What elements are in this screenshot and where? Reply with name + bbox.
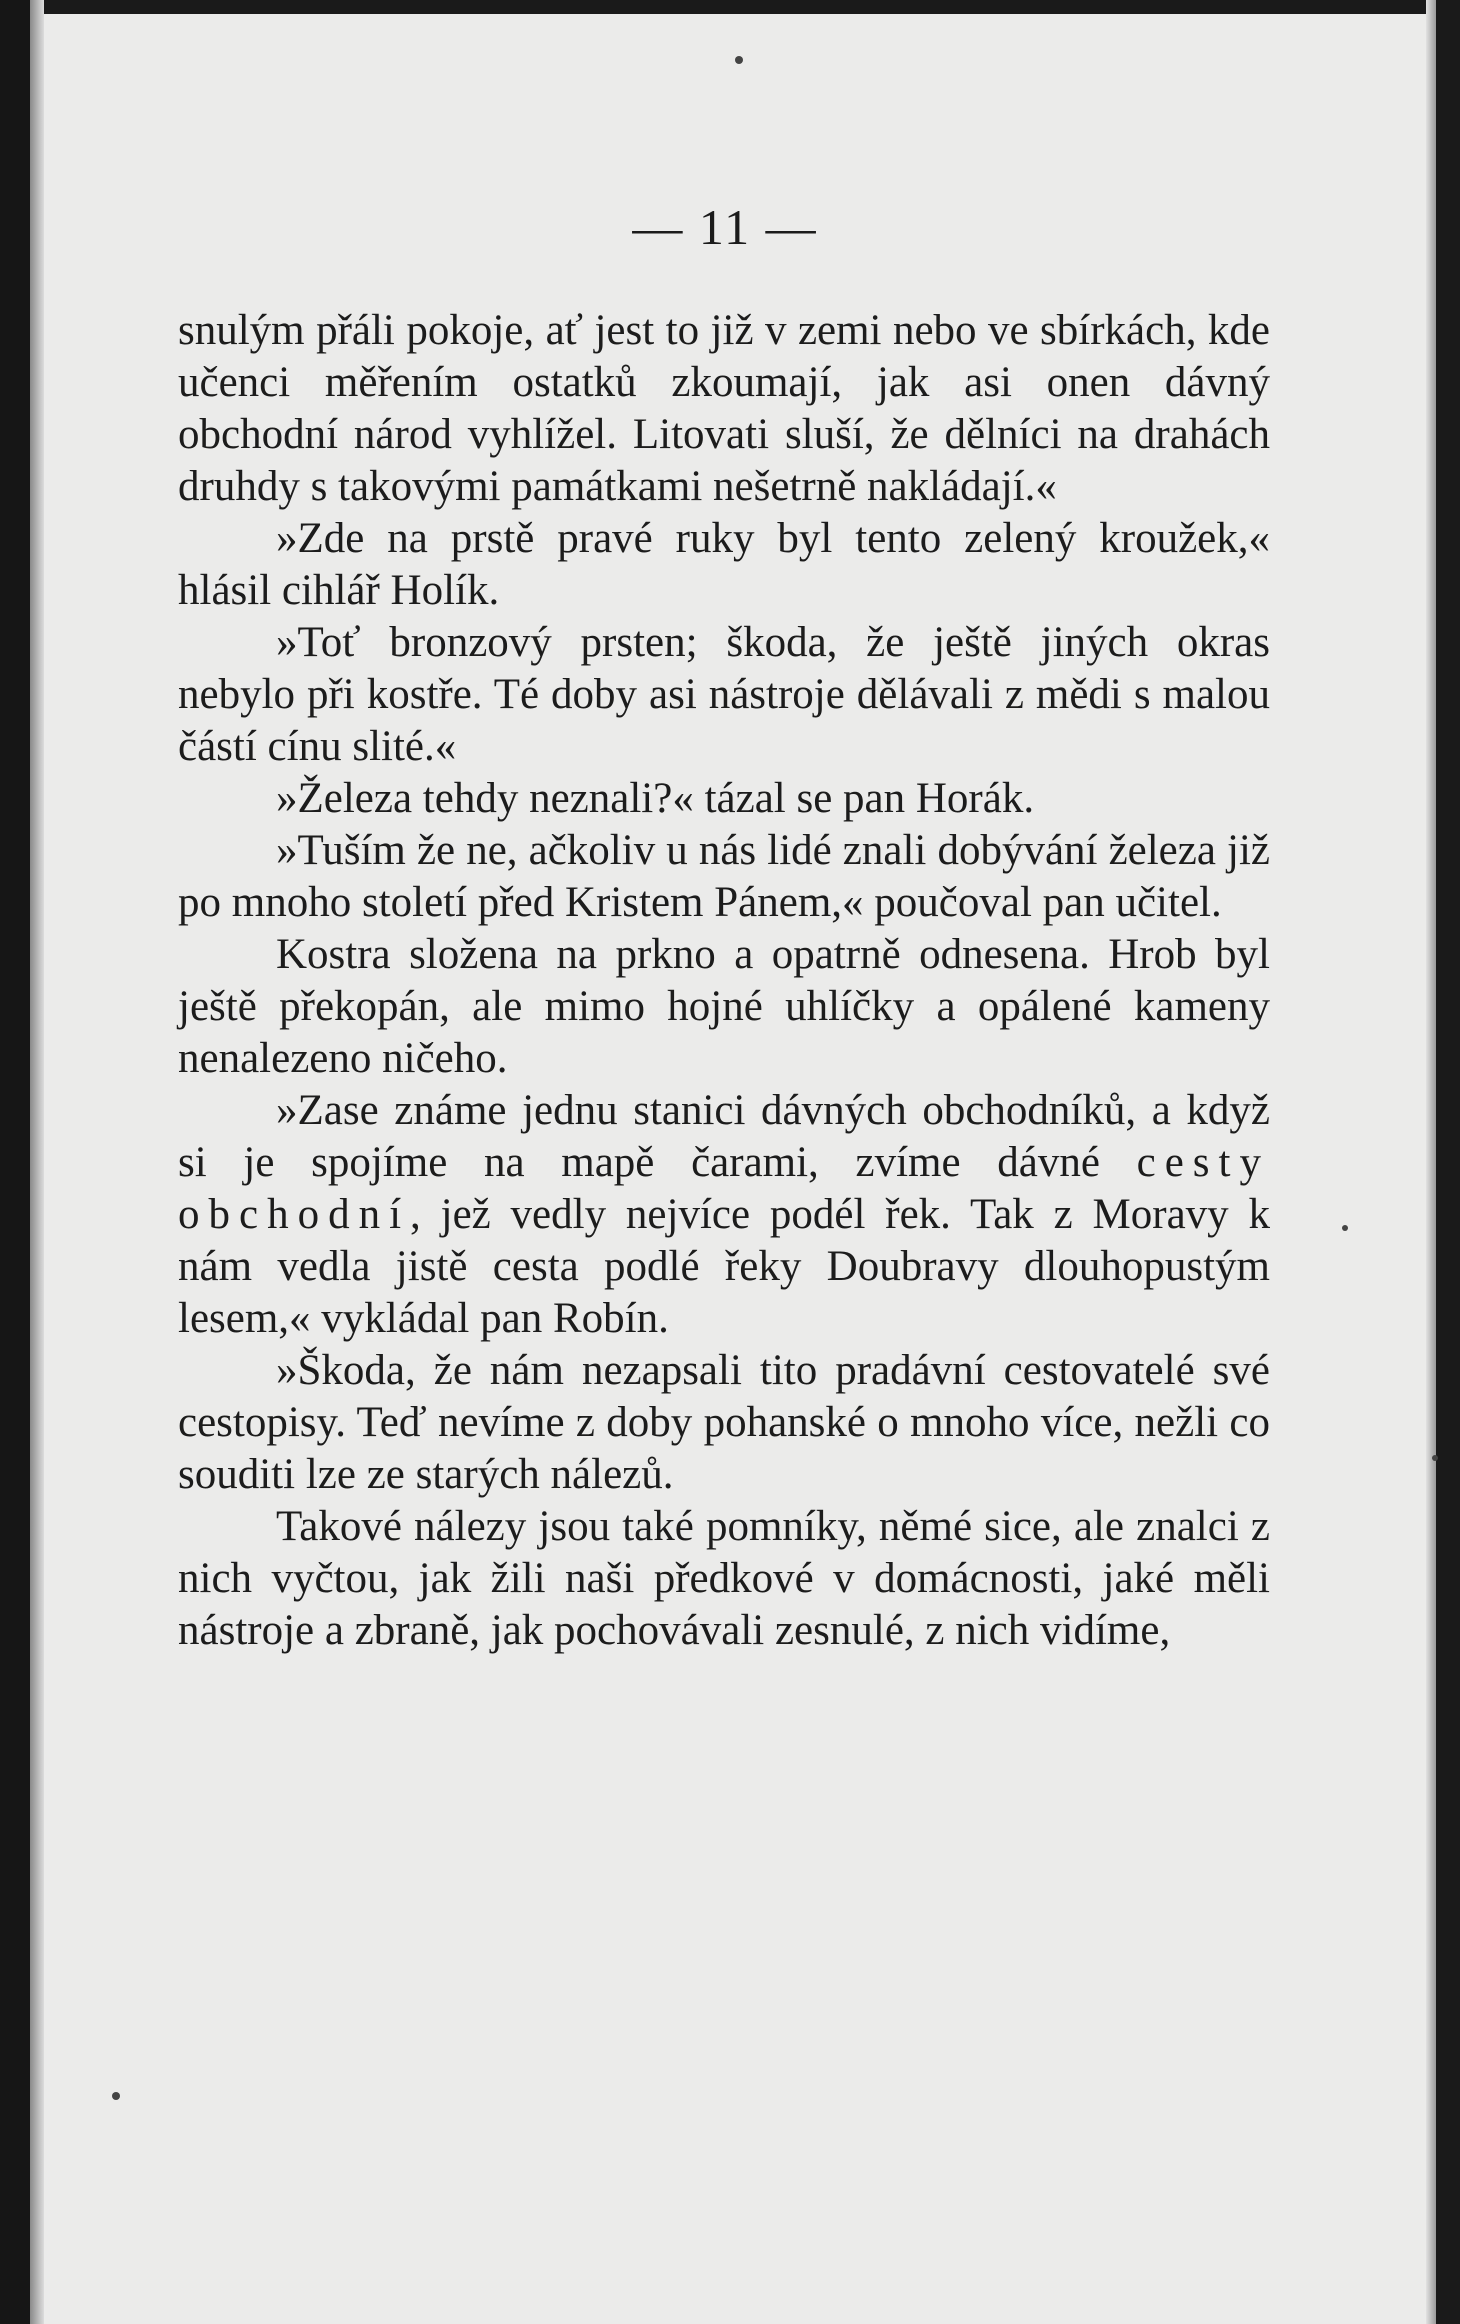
page-gutter-shadow [30, 0, 44, 2324]
scan-border-top [0, 0, 1460, 14]
ink-speck [735, 56, 743, 64]
paragraph [178, 1085, 1270, 1345]
ink-speck [1342, 1225, 1348, 1231]
ink-speck [1432, 1455, 1438, 1461]
paragraph-text: , jež vedly nejvíce podél řek. Tak z Moravy k nám vedla jistě cesta podlé řeky Doubravy dlouhopustým lesem,« vykládal pan Robín. [178, 1191, 1270, 1342]
page-edge-shadow [1426, 0, 1436, 2324]
paragraph: »Zde na prstě pravé ruky byl tento zelený kroužek,« hlásil cihlář Holík. [178, 515, 1270, 614]
scan-border-left [0, 0, 30, 2324]
scan-border-right [1436, 0, 1460, 2324]
paragraph: Kostra složena na prkno a opatrně odnesena. Hrob byl ještě překopán, ale mimo hojné uhlíčky a opálené kameny nenalezeno ničeho. [178, 931, 1270, 1082]
paragraph: »Toť bronzový prsten; škoda, že ještě jiných okras nebylo při kostře. Té doby asi nástroje dělávali z mědi s malou částí cínu slité.« [178, 619, 1270, 770]
paragraph: snulým přáli pokoje, ať jest to již v zemi nebo ve sbírkách, kde učenci měřením ostatků zkoumají, jak asi onen dávný obchodní národ vyhlížel. Litovati sluší, že dělníci na drahách druhdy s takovými památkami nešetrně nakládají.« [178, 307, 1270, 510]
paragraph: »Škoda, že nám nezapsali tito pradávní cestovatelé své cestopisy. Teď nevíme z doby pohanské o mnoho více, nežli co souditi lze ze starých nálezů. [178, 1347, 1270, 1498]
emphasized-text: cesty obchodní [178, 1139, 1270, 1238]
body-text [178, 305, 1270, 1657]
paragraph-text: »Zase známe jednu stanici dávných obchodníků, a když si je spojíme na mapě čarami, zvíme dávné [178, 1087, 1270, 1186]
page-number: — 11 — [632, 199, 818, 255]
paragraph: »Železa tehdy neznali?« tázal se pan Horák. [276, 775, 1035, 822]
ink-speck [112, 2092, 120, 2100]
paragraph: Takové nálezy jsou také pomníky, němé sice, ale znalci z nich vyčtou, jak žili naši předkové v domácnosti, jaké měli nástroje a zbraně, jak pochovávali zesnulé, z nich vidíme, [178, 1503, 1270, 1654]
paragraph: »Tuším že ne, ačkoliv u nás lidé znali dobývání železa již po mnoho století před Kristem Pánem,« poučoval pan učitel. [178, 827, 1270, 926]
